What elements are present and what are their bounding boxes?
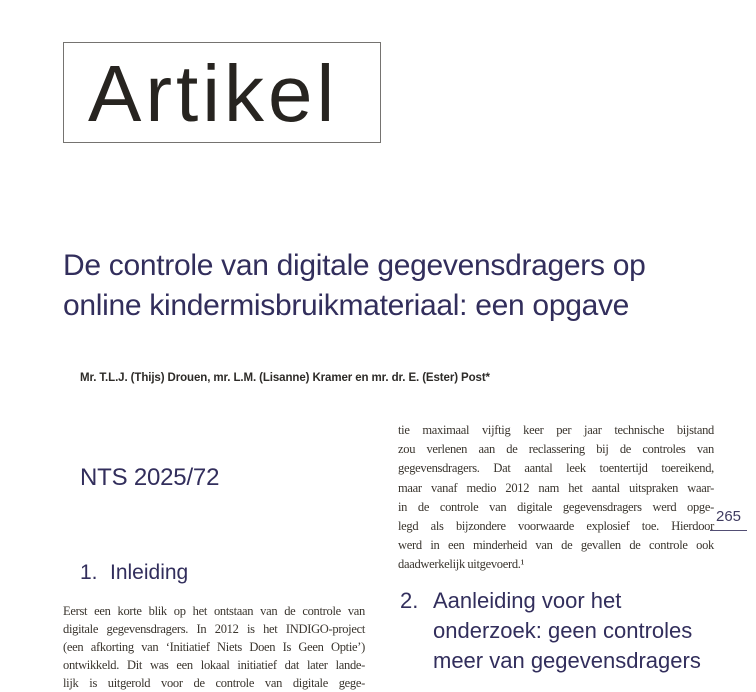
article-title-line2: online kindermisbruikmateriaal: een opgave [63,289,630,322]
clipped-text-line: lijk is uitgerold voor de controle van digitale gege- [63,676,365,690]
section-2-title-line3: meer van gegevensdragers [433,648,701,673]
body-column-left [63,602,365,690]
body-text-line: maar vanaf medio 2012 nam het aantal uitspraken waar- [398,480,714,495]
body-text-line: ontwikkeld. Dit was een lokaal initiatief dat later lande- [63,658,365,672]
body-text-line: legd als bijzondere voorwaarde explosief toe. Hierdoor [398,518,714,533]
kicker-box [63,42,381,143]
body-text-line-with-footnote-marker: daadwerkelijk uitgevoerd.¹ [398,557,525,572]
body-column-right [398,421,714,575]
body-text-line: digitale gegevensdragers. In 2012 is het INDIGO-project [63,622,365,636]
section-1-heading [80,560,188,586]
author-line: Mr. T.L.J. (Thijs) Drouen, mr. L.M. (Lisanne) Kramer en mr. dr. E. (Ester) Post* [80,372,490,384]
section-2-title-line1: Aanleiding voor het [433,588,622,613]
article-title [63,246,735,326]
section-2-title [433,586,701,676]
body-text-line: zou verlenen aan de reclassering bij de controles van [398,442,714,457]
section-2-title-line2: onderzoek: geen controles [433,618,693,643]
article-title-line1: De controle van digitale gegevensdragers op [63,249,646,282]
section-2-heading [400,586,701,676]
body-text-line: gegevensdragers. Dat aantal leek toentertijd toereikend, [398,461,714,476]
margin-page-number: 265 [710,508,747,531]
body-text-line: (een afkorting van ‘Initiatief Niets Doen Is Geen Optie’) [63,640,365,654]
body-text-line: Eerst een korte blik op het ontstaan van de controle van [63,604,365,618]
body-text-line: tie maximaal vijftig keer per jaar technische bijstand [398,423,714,437]
kicker-label: Artikel [88,48,339,138]
body-text-line: werd in een minderheid van de gevallen de controle ook [398,538,714,553]
section-1-title: Inleiding [110,561,189,584]
citation-label: NTS 2025/72 [80,464,220,491]
section-2-number: 2. [400,588,419,613]
section-1-number: 1. [80,561,98,584]
body-text-line: in de controle van digitale gegevensdragers werd opge- [398,499,714,514]
